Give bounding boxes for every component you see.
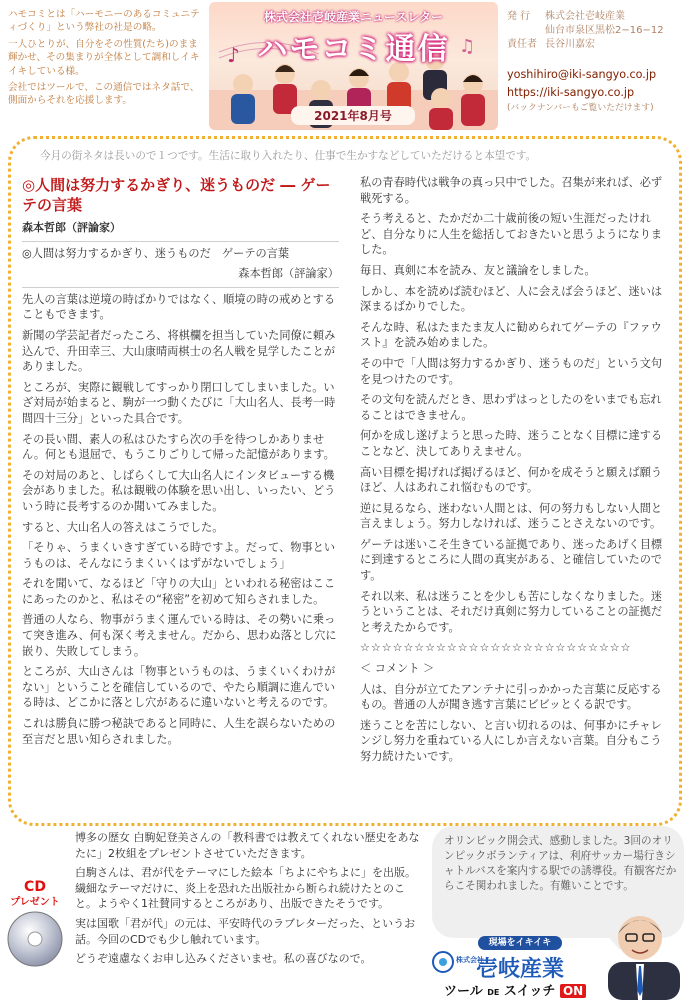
article-paragraph: 何かを成し遂げようと思った時、迷うことなく目標に達することなど、決してありえません。 [360,429,663,458]
email-link[interactable]: yoshihiro@iki-sangyo.co.jp [507,68,657,81]
divider [22,241,339,242]
slogan-on: ON [560,984,586,998]
article-paragraph: 私の青春時代は戦争の真っ只中でした。召集が来れば、必ず戦死する。 [360,176,663,205]
banner-issue: 2021年8月号 [291,106,415,125]
cd-label: CD [24,879,46,895]
slogan-switch: スイッチ [503,984,556,999]
article-paragraph: その文句を読んだとき、思わずはっとしたのをいまでも忘れることはできません。 [360,393,662,422]
intro-paragraph: ハモコミとは「ハーモニーのあるコミュニティづくり」という弊社の社是の略。 [8,9,200,34]
comment-paragraph: 人は、自分が立てたアンテナに引っかかった言葉に反応するもの。普通の人が聞き逃す言葉にビビッとくる訳です。 [360,682,662,712]
article-headline: ◎人間は努力するかぎり、迷うものだ ― ゲーテの言葉 [22,176,331,214]
company-logo-icon [432,950,454,974]
present-paragraph: 白駒さんは、君が代をテーマにした絵本「ちよにやちよに」を出版。繊細なテーマだけに、炎上を恐れた出版社から断られ続けたとのこと。ようやく1社賛同するところがあり、出版できたそうです。 [75,866,416,911]
tool-switch-slogan [444,980,614,999]
article-paragraph: その対局のあと、しばらくして大山名人にインタビューする機会がありました。私は観戦の体験を思い出し、いったい、どういう時に長考するのか聞いてみました。 [22,468,336,513]
article-paragraph: そんな時、私はたまたま友人に勧められてゲーテの『ファウスト』を読み始めました。 [360,320,662,350]
svg-text:♪: ♪ [227,43,240,67]
slogan-de: DE [487,988,500,997]
article-paragraph: 高い目標を掲げれば掲げるほど、何かを成そうと願えば願うほど、人はあれこれ悩むものです。 [360,465,663,495]
publisher-key: 発 行 [507,11,531,22]
publisher-row [507,10,689,24]
article-paragraph: 新聞の学芸記者だったころ、将棋欄を担当していた同僚に頼み込んで、升田幸三、大山康晴両棋士の名人戦を見学したことがありました。 [22,328,336,374]
company-logo-text: 壱岐産業 [476,957,565,982]
publisher-row [507,24,689,38]
article-paragraph: 「そりゃ、うまくいきすぎている時ですよ。だって、物事というものは、そんなにうまくいくはずがないでしょう」 [22,541,336,570]
newsletter-banner [209,2,498,130]
publisher-key [507,24,545,38]
author-portrait [600,900,686,1000]
publisher-value: 長谷川嘉宏 [545,39,595,50]
article-column-left [22,175,339,752]
bubble-text: オリンピック開会式、感動しました。3回のオリンピックボランティアは、利府サッカー場行きシャトルバスを案内する駅での誘導役。有観客だからこそ関われました。有難いことです。 [444,835,677,892]
banner-title: ハモコミ通信 [257,32,450,67]
logo-kaisha: 株式会社 [456,956,484,964]
cd-disc-icon [6,910,64,968]
article-paragraph: それ以来、私は迷うことを少しも苦にしなくなりました。迷うということは、それだけ真剣に努力していることの証拠だと考えたからです。 [360,589,663,634]
intro-paragraph: 会社ではツールで、この通信ではネタ話で、側面からそれを応援します。 [8,82,200,107]
publisher-key: 責任者 [507,39,537,50]
website-link[interactable]: https://iki-sangyo.co.jp [507,86,635,99]
quote-line: ◎人間は努力するかぎり、迷うものだ ゲーテの言葉 [22,246,290,260]
article-paragraph: すると、大山名人の答えはこうでした。 [22,520,224,534]
article-paragraph: 先人の言葉は逆境の時ばかりではなく、順境の時の戒めとすることもできます。 [22,292,336,322]
slogan-tool: ツール [444,984,483,999]
article-paragraph: その長い間、素人の私はひたすら次の手を待つしかありません。何とも退屈で、もうこりごりして帰った記憶があります。 [22,432,335,462]
intro-block [8,8,204,111]
contact-info [507,66,689,114]
star-divider: ☆☆☆☆☆☆☆☆☆☆☆☆☆☆☆☆☆☆☆☆☆☆☆☆☆ [360,641,632,655]
article-paragraph: 普通の人なら、物事がうまく運んでいる時は、その勢いに乗って突き進み、何も深く考えません。だから、思わぬ落とし穴に嵌り、失敗してしまう。 [22,613,337,658]
svg-text:♫: ♫ [459,36,476,57]
article-paragraph: それを聞いて、なるほど「守りの大山」といわれる秘密はここにあったのかと、私はその“秘密”を初めて知らされました。 [22,577,336,606]
backnumber-note: (バックナンバーもご覧いただけます) [507,103,654,113]
logo-tagline: 現場をイキイキ [478,936,562,950]
article-paragraph: 毎日、真剣に本を読み、友と議論をしました。 [360,263,596,277]
intro-paragraph: 一人ひとりが、自分をその性質(たち)のまま輝かせ、その集まりが全体として調和しイキイキしている様。 [8,38,200,77]
present-paragraph: どうぞ遠慮なくお申し込みくださいませ。私の喜びなので。 [75,952,372,966]
article-paragraph: これは勝負に勝つ秘訣であると同時に、人生を誤らないための至言だと思い知らされました。 [22,717,336,746]
present-paragraph: 実は国歌「君が代」の元は、平安時代のラブレターだった、というお話。今回のCDでも少し触れています。 [75,916,416,946]
present-label: プレゼント [10,897,60,908]
publisher-info [507,10,689,52]
publisher-row [507,38,689,52]
article-paragraph: ところが、実際に観戦してすっかり閉口してしまいました。いざ対局が始まると、駒が一つ動くたびに「大山名人、長考一時間四十三分」といった具合です。 [22,380,336,425]
cd-present-label [4,880,66,910]
article-paragraph: しかし、本を読めば読むほど、人に会えば会うほど、迷いは深まるばかりでした。 [360,284,663,314]
present-text [75,830,425,971]
lead-text: 今月の街ネタは長いので１つです。生活に取り入れたり、仕事で生かすなどしていただけると本望です。 [40,150,537,162]
article-paragraph: ところが、大山さんは「物事というものは、うまくいくわけがない」ということを確信しているので、やたら順調に進んでいる時は、どこかに落とし穴があるに違いないと考えるのです。 [22,665,336,710]
comment-paragraph: 迷うことを苦にしない、と言い切れるのは、何事かにチャレンジし努力を重ねている人にしか言えない言葉。自分もこう努力続けたいです。 [360,718,662,763]
article-paragraph: ゲーテは迷いこそ生きている証拠であり、迷ったあげく目標に到達するところに人間の真実がある、と確信していたのです。 [360,537,663,583]
article-paragraph: その中で「人間は努力するかぎり、迷うものだ」という文句を見つけたのです。 [360,356,663,386]
present-paragraph: 博多の歴女 白駒妃登美さんの「教科書では教えてくれない歴史をあなたに」2枚組をプレゼントさせていただきます。 [75,831,420,860]
publisher-value: 仙台市泉区黒松2−16−12 [545,25,664,36]
publisher-value: 株式会社壱岐産業 [545,11,625,22]
article-paragraph: 逆に見るなら、迷わない人間とは、何の努力もしない人間と言えましょう。努力しなければ、迷うことさえないのです。 [360,501,663,531]
comment-label: ＜ コメント ＞ [360,662,435,676]
divider [22,287,339,288]
article-author: 森本哲郎（評論家） [22,221,121,234]
banner-company: 株式会社壱岐産業ニュースレター [264,10,443,24]
quote-author: 森本哲郎（評論家） [238,267,339,281]
article-column-right [360,175,670,770]
article-paragraph: そう考えると、たかだか二十歳前後の短い生涯だったけれど、自分なりに人生を総括しておきたいと思うようになりました。 [360,212,663,257]
